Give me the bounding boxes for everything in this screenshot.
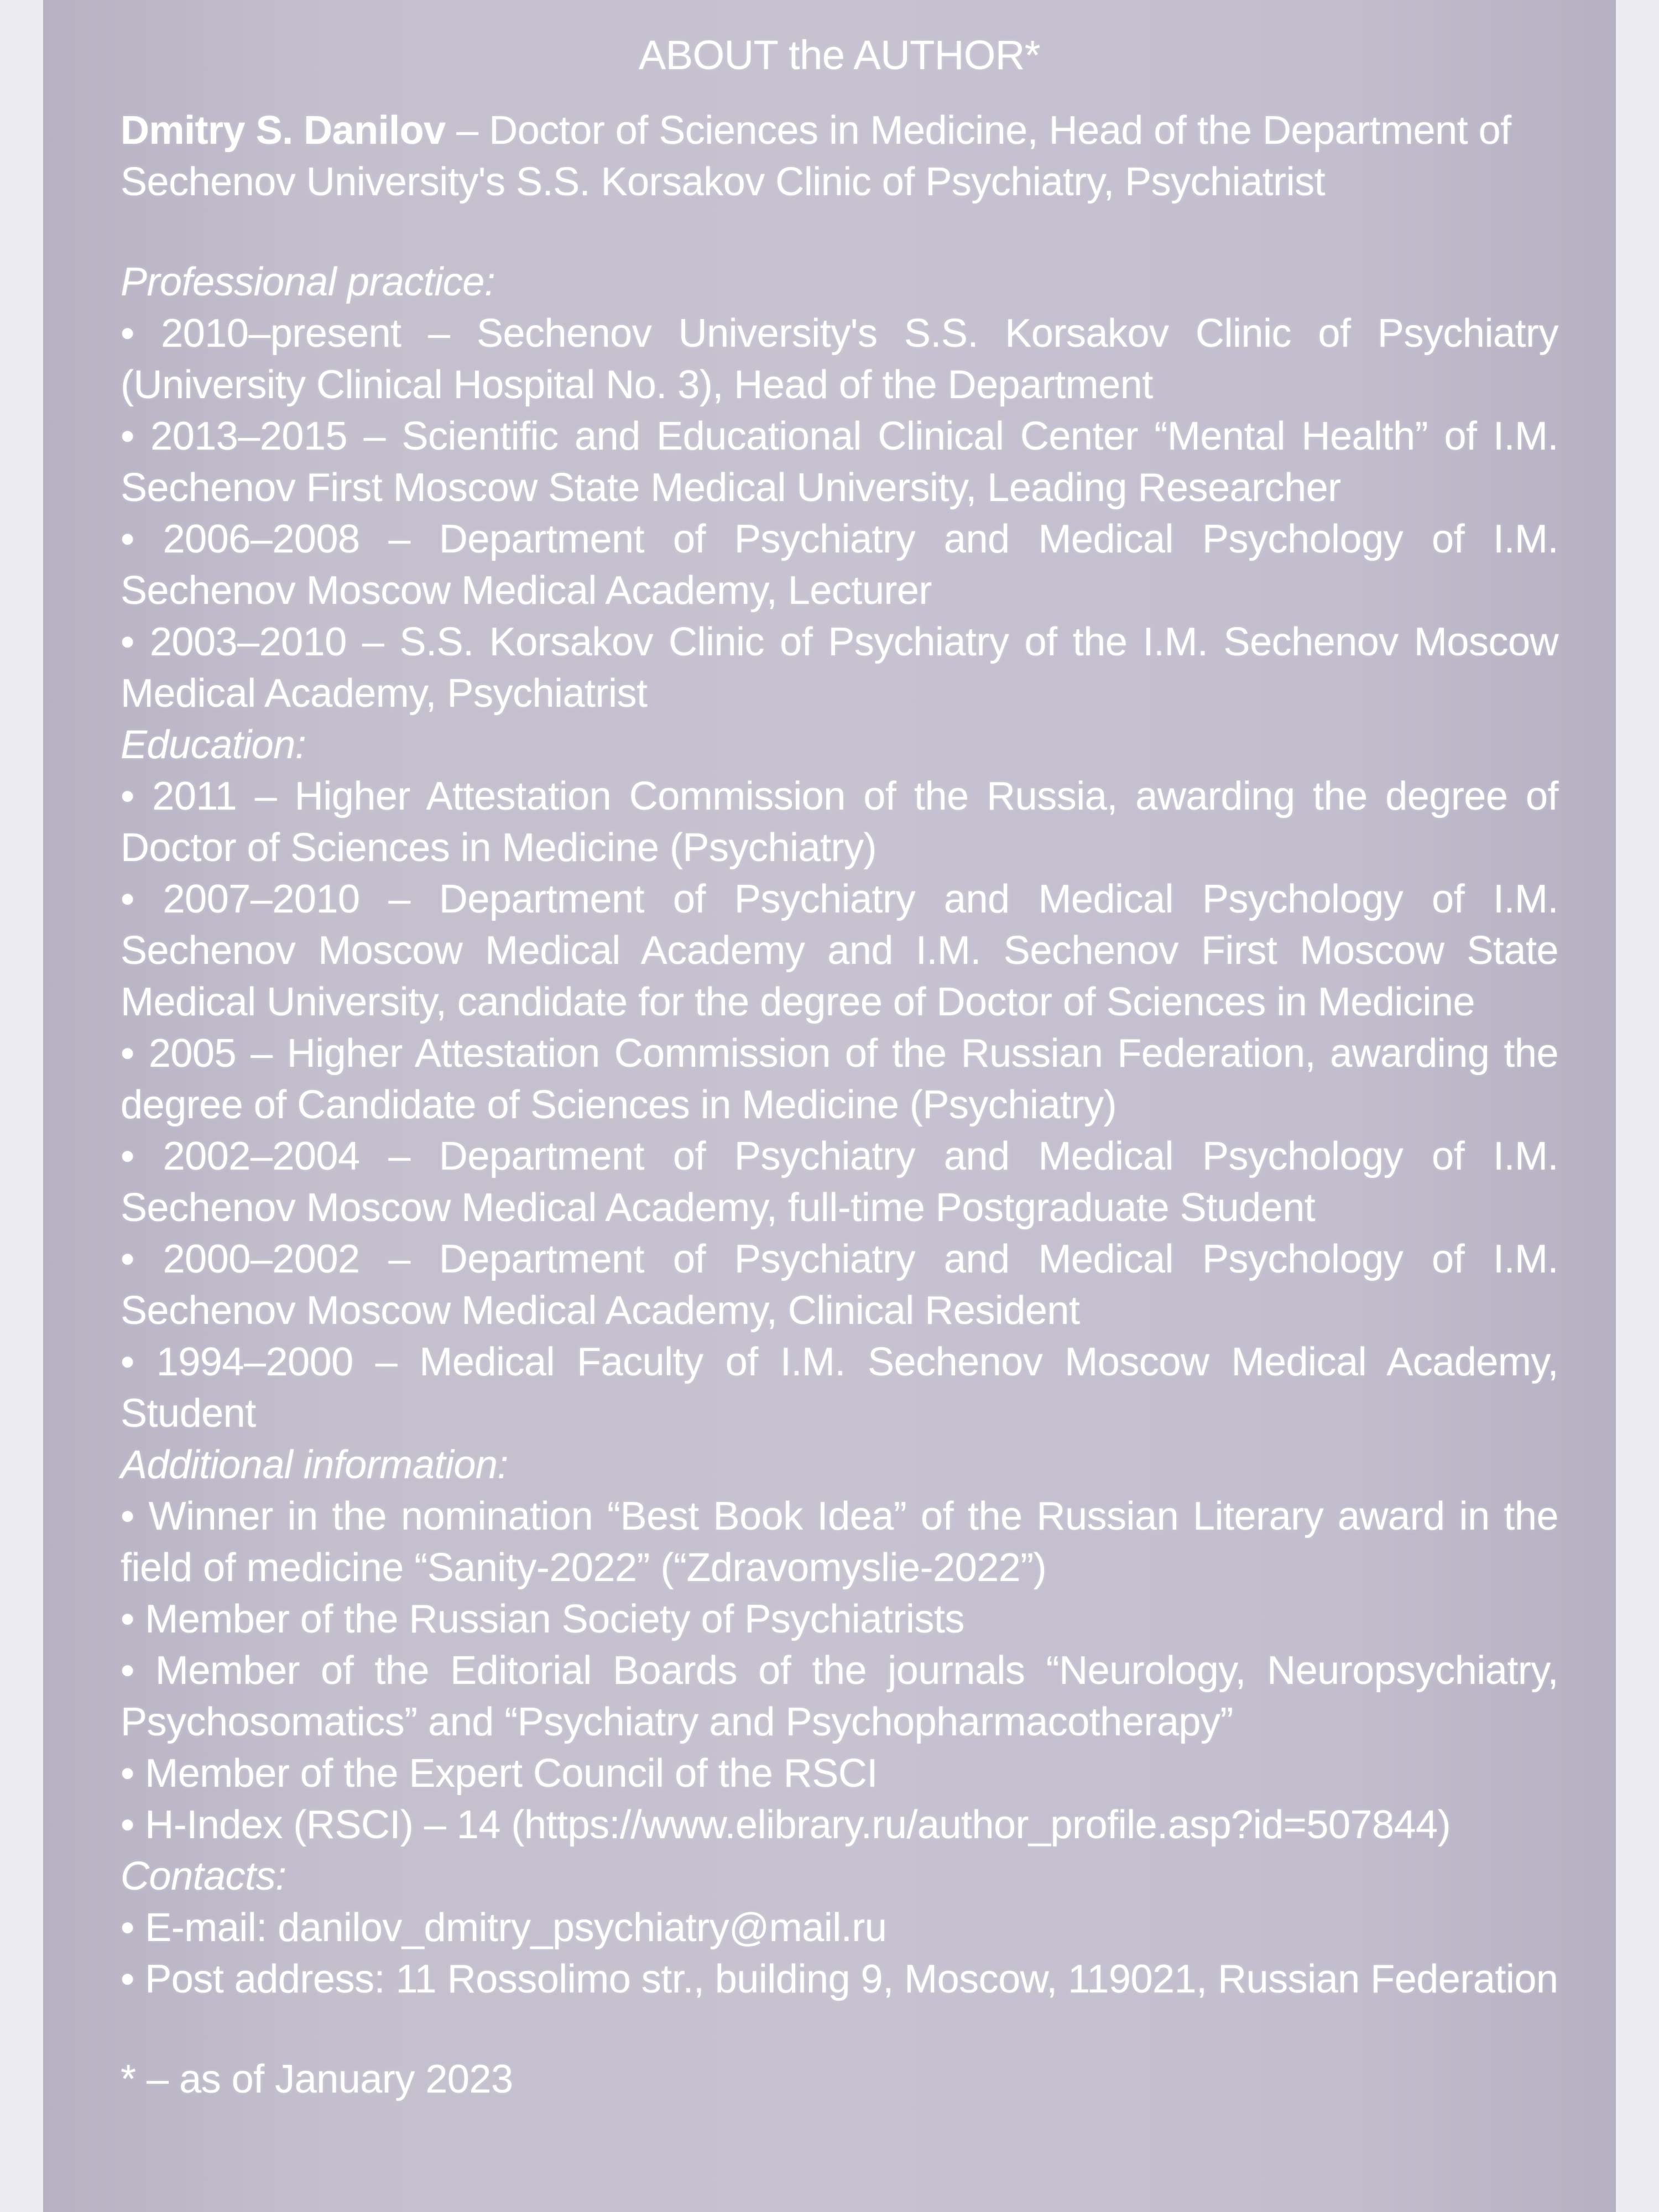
bullet-icon: • (121, 1803, 134, 1847)
bullet-icon: • (121, 877, 134, 921)
author-name: Dmitry S. Danilov (121, 108, 446, 153)
list-item-text: Member of the Expert Council of the RSCI (145, 1751, 878, 1796)
list-item-text: H-Index (RSCI) – 14 (https://www.elibrary.ru/author_profile.asp?id=507844) (145, 1803, 1451, 1847)
bullet-icon: • (121, 1340, 134, 1384)
bullet-icon: • (121, 1237, 134, 1281)
bullet-icon: • (121, 774, 134, 818)
list-item (121, 874, 1558, 1028)
list-item (121, 308, 1558, 411)
book-back-cover (43, 0, 1616, 2212)
bullet-icon: • (121, 311, 134, 356)
page-heading: ABOUT the AUTHOR* (638, 32, 1041, 78)
list-item (121, 1594, 1558, 1645)
bullet-icon: • (121, 414, 134, 458)
list-item (121, 1799, 1558, 1851)
author-intro (121, 105, 1558, 208)
section-title: Contacts: (121, 1854, 286, 1898)
section-title: Additional information: (121, 1443, 508, 1487)
list-item-text: 2002–2004 – Department of Psychiatry and Medical Psychology of I.M. Sechenov Moscow Medical Academy, full-time Postgraduate Student (121, 1134, 1558, 1230)
list-item-text: 2003–2010 – S.S. Korsakov Clinic of Psychiatry of the I.M. Sechenov Moscow Medical Academy, Psychiatrist (121, 620, 1558, 716)
bullet-icon: • (121, 1906, 134, 1950)
list-item-text: E-mail: danilov_dmitry_psychiatry@mail.ru (145, 1906, 887, 1950)
entry-list (121, 771, 1558, 1439)
list-item-text: 2013–2015 – Scientific and Educational Clinical Center “Mental Health” of I.M. Sechenov First Moscow State Medical University, Leading Researcher (121, 414, 1558, 510)
list-item-text: Member of the Editorial Boards of the journals “Neurology, Neuropsychiatry, Psychosomatics” and “Psychiatry and Psychopharmacotherapy” (121, 1648, 1558, 1744)
list-item-text: Post address: 11 Rossolimo str., building 9, Moscow, 119021, Russian Federation (145, 1957, 1558, 2001)
list-item (121, 514, 1558, 617)
bullet-icon: • (121, 1648, 134, 1693)
bullet-icon: • (121, 1751, 134, 1796)
author-description: – Doctor of Sciences in Medicine, Head of the Department of Sechenov University's S.S. Korsakov Clinic of Psychiatry, Psychiatrist (121, 108, 1511, 204)
section-education (121, 719, 1558, 1439)
footnote: * – as of January 2023 (121, 2057, 513, 2101)
list-item (121, 1234, 1558, 1337)
list-item (121, 1645, 1558, 1748)
list-item (121, 1131, 1558, 1234)
entry-list (121, 1902, 1558, 2005)
section-title: Professional practice: (121, 260, 495, 304)
bullet-icon: • (121, 1494, 134, 1538)
bullet-icon: • (121, 1134, 134, 1178)
about-author-text (121, 28, 1558, 2105)
list-item-text: 2006–2008 – Department of Psychiatry and Medical Psychology of I.M. Sechenov Moscow Medical Academy, Lecturer (121, 517, 1558, 613)
list-item (121, 1902, 1558, 1954)
list-item-text: 1994–2000 – Medical Faculty of I.M. Sechenov Moscow Medical Academy, Student (121, 1340, 1558, 1436)
list-item (121, 1491, 1558, 1594)
list-item (121, 1028, 1558, 1131)
list-item-text: 2007–2010 – Department of Psychiatry and Medical Psychology of I.M. Sechenov Moscow Medical Academy and I.M. Sechenov First Moscow State Medical University, candidate for the degree of Doctor of Sciences in Medicine (121, 877, 1558, 1024)
bullet-icon: • (121, 1597, 134, 1641)
list-item-text: 2005 – Higher Attestation Commission of the Russian Federation, awarding the degree of Candidate of Sciences in Medicine (Psychiatry) (121, 1031, 1558, 1127)
entry-list (121, 1491, 1558, 1851)
list-item (121, 1954, 1558, 2005)
list-item (121, 771, 1558, 874)
section-contacts (121, 1851, 1558, 2005)
bullet-icon: • (121, 517, 134, 561)
section-title: Education: (121, 723, 306, 767)
list-item-text: 2010–present – Sechenov University's S.S. Korsakov Clinic of Psychiatry (University Clinical Hospital No. 3), Head of the Department (121, 311, 1558, 407)
list-item (121, 1337, 1558, 1439)
section-professional-practice (121, 257, 1558, 719)
bullet-icon: • (121, 1031, 134, 1076)
list-item (121, 1748, 1558, 1799)
list-item-text: Member of the Russian Society of Psychiatrists (145, 1597, 964, 1641)
list-item (121, 617, 1558, 719)
list-item-text: 2011 – Higher Attestation Commission of the Russia, awarding the degree of Doctor of Sciences in Medicine (Psychiatry) (121, 774, 1559, 870)
bullet-icon: • (121, 620, 134, 664)
entry-list (121, 308, 1558, 719)
section-additional-information (121, 1439, 1558, 1851)
list-item-text: Winner in the nomination “Best Book Idea” of the Russian Literary award in the field of medicine “Sanity-2022” (“Zdravomyslie-2022”) (121, 1494, 1558, 1590)
list-item-text: 2000–2002 – Department of Psychiatry and Medical Psychology of I.M. Sechenov Moscow Medical Academy, Clinical Resident (121, 1237, 1558, 1333)
bullet-icon: • (121, 1957, 134, 2001)
list-item (121, 411, 1558, 514)
